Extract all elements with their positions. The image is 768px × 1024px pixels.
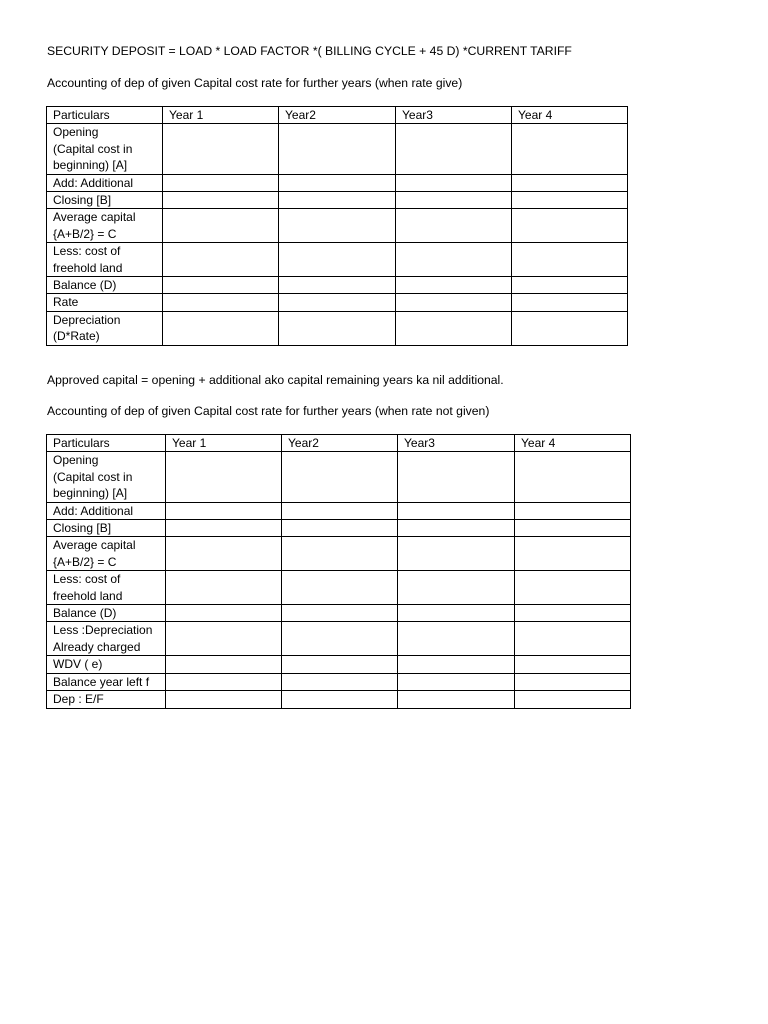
- table-cell: [396, 243, 512, 277]
- column-header: Particulars: [47, 435, 166, 452]
- table-cell: [396, 311, 512, 345]
- table-cell: [166, 452, 282, 502]
- table-row: [47, 277, 628, 294]
- table-cell: [512, 243, 628, 277]
- table-cell: [512, 209, 628, 243]
- table-cell: [163, 294, 279, 311]
- table-row: [47, 209, 628, 243]
- column-header: Year 4: [512, 107, 628, 124]
- table-cell: [166, 656, 282, 673]
- table-row: [47, 174, 628, 191]
- table-row: [47, 520, 631, 537]
- depreciation-table-rate-given: [46, 106, 628, 346]
- table-cell: [282, 605, 398, 622]
- table-header-row: [47, 435, 631, 452]
- table-row: [47, 605, 631, 622]
- table-cell: [166, 520, 282, 537]
- row-label: Closing [B]: [47, 192, 163, 209]
- approved-capital-note: Approved capital = opening + additional ako capital remaining years ka nil additional.: [47, 373, 504, 387]
- row-label: Average capital {A+B/2} = C: [47, 537, 166, 571]
- table-cell: [512, 277, 628, 294]
- table-cell: [512, 311, 628, 345]
- table-cell: [279, 124, 396, 174]
- table-cell: [282, 673, 398, 690]
- table-cell: [282, 452, 398, 502]
- column-header: Year2: [279, 107, 396, 124]
- table-row: [47, 311, 628, 345]
- table-cell: [512, 192, 628, 209]
- row-label: Less: cost of freehold land: [47, 243, 163, 277]
- table-cell: [515, 452, 631, 502]
- column-header: Year3: [398, 435, 515, 452]
- row-label: Dep : E/F: [47, 691, 166, 708]
- table-cell: [398, 502, 515, 519]
- column-header: Year 4: [515, 435, 631, 452]
- table-cell: [398, 673, 515, 690]
- table-cell: [515, 605, 631, 622]
- column-header: Particulars: [47, 107, 163, 124]
- table-cell: [282, 571, 398, 605]
- table-cell: [398, 537, 515, 571]
- table-cell: [163, 192, 279, 209]
- table-row: [47, 622, 631, 656]
- table-cell: [282, 622, 398, 656]
- table-cell: [515, 571, 631, 605]
- table-cell: [398, 691, 515, 708]
- table-row: [47, 571, 631, 605]
- table-cell: [512, 124, 628, 174]
- row-label: Opening (Capital cost in beginning) [A]: [47, 452, 166, 502]
- table-cell: [166, 691, 282, 708]
- table-row: [47, 691, 631, 708]
- table-cell: [282, 537, 398, 571]
- row-label: Average capital {A+B/2} = C: [47, 209, 163, 243]
- row-label: Rate: [47, 294, 163, 311]
- table-cell: [166, 571, 282, 605]
- table-cell: [163, 311, 279, 345]
- table-cell: [163, 277, 279, 294]
- row-label: Less: cost of freehold land: [47, 571, 166, 605]
- section-heading-rate-not-given: Accounting of dep of given Capital cost rate for further years (when rate not given): [47, 404, 490, 418]
- table-cell: [279, 174, 396, 191]
- table-cell: [282, 656, 398, 673]
- table-row: [47, 192, 628, 209]
- row-label: Less :Depreciation Already charged: [47, 622, 166, 656]
- table-cell: [166, 673, 282, 690]
- table-cell: [515, 673, 631, 690]
- table-cell: [282, 520, 398, 537]
- table-cell: [515, 537, 631, 571]
- table-row: [47, 502, 631, 519]
- table-cell: [398, 605, 515, 622]
- table-cell: [279, 209, 396, 243]
- row-label: Add: Additional: [47, 502, 166, 519]
- table-cell: [279, 294, 396, 311]
- table-cell: [398, 622, 515, 656]
- table-cell: [396, 174, 512, 191]
- table-row: [47, 537, 631, 571]
- table-row: [47, 656, 631, 673]
- table-row: [47, 452, 631, 502]
- table-cell: [279, 277, 396, 294]
- row-label: Closing [B]: [47, 520, 166, 537]
- column-header: Year 1: [166, 435, 282, 452]
- table-cell: [166, 502, 282, 519]
- table-row: [47, 673, 631, 690]
- row-label: Balance year left f: [47, 673, 166, 690]
- table-cell: [166, 537, 282, 571]
- table-cell: [163, 209, 279, 243]
- row-label: WDV ( e): [47, 656, 166, 673]
- table-cell: [396, 209, 512, 243]
- row-label: Depreciation (D*Rate): [47, 311, 163, 345]
- table-row: [47, 124, 628, 174]
- table-cell: [396, 277, 512, 294]
- security-deposit-formula: SECURITY DEPOSIT = LOAD * LOAD FACTOR *( BILLING CYCLE + 45 D) *CURRENT TARIFF: [47, 44, 572, 58]
- table-cell: [515, 622, 631, 656]
- row-label: Balance (D): [47, 277, 163, 294]
- table-cell: [282, 691, 398, 708]
- table-cell: [396, 294, 512, 311]
- table-cell: [279, 243, 396, 277]
- depreciation-table-rate-not-given: [46, 434, 631, 709]
- table-cell: [279, 311, 396, 345]
- table-header-row: [47, 107, 628, 124]
- column-header: Year3: [396, 107, 512, 124]
- table-cell: [163, 243, 279, 277]
- table-cell: [398, 520, 515, 537]
- table-cell: [512, 174, 628, 191]
- table-cell: [396, 192, 512, 209]
- table-row: [47, 294, 628, 311]
- table-cell: [398, 452, 515, 502]
- table-cell: [515, 502, 631, 519]
- table-cell: [166, 622, 282, 656]
- column-header: Year2: [282, 435, 398, 452]
- section-heading-rate-given: Accounting of dep of given Capital cost rate for further years (when rate give): [47, 76, 463, 90]
- table-row: [47, 243, 628, 277]
- table-cell: [515, 520, 631, 537]
- row-label: Add: Additional: [47, 174, 163, 191]
- table-cell: [163, 124, 279, 174]
- table-cell: [515, 691, 631, 708]
- table-cell: [282, 502, 398, 519]
- table-cell: [166, 605, 282, 622]
- table-cell: [398, 656, 515, 673]
- table-cell: [279, 192, 396, 209]
- column-header: Year 1: [163, 107, 279, 124]
- table-cell: [398, 571, 515, 605]
- table-cell: [163, 174, 279, 191]
- row-label: Opening (Capital cost in beginning) [A]: [47, 124, 163, 174]
- table-cell: [515, 656, 631, 673]
- table-cell: [396, 124, 512, 174]
- row-label: Balance (D): [47, 605, 166, 622]
- table-cell: [512, 294, 628, 311]
